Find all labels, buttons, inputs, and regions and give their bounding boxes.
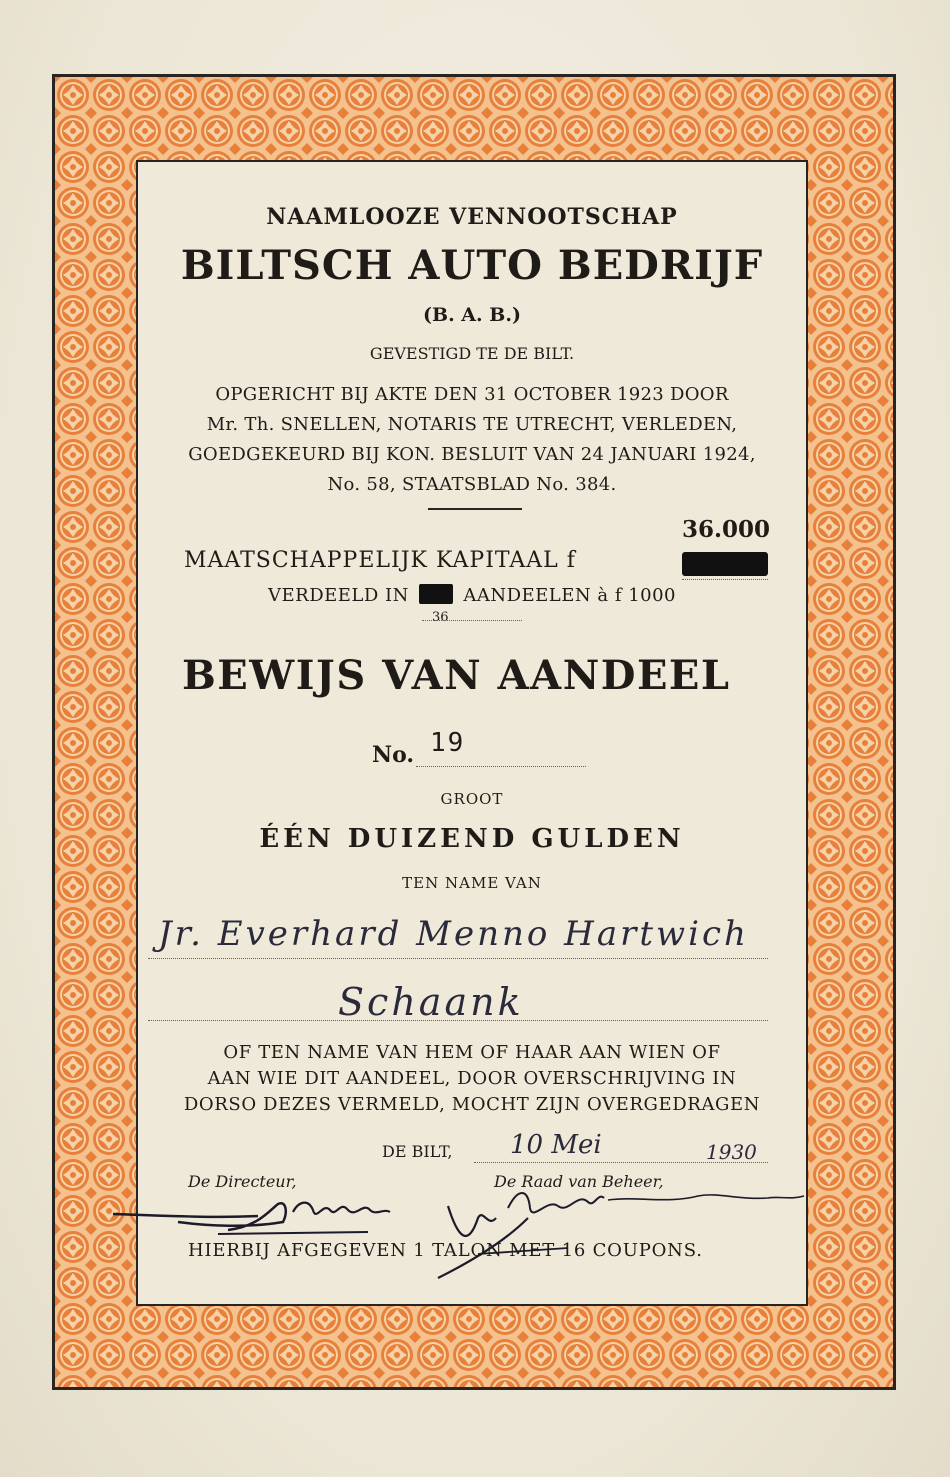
division-suffix: AANDEELEN à f 1000 [463, 585, 677, 606]
share-count-line [422, 620, 522, 621]
company-name: BILTSCH AUTO BEDRIJF [180, 242, 764, 289]
certificate-number: 19 [430, 728, 466, 758]
company-seat: GEVESTIGD TE DE BILT. [369, 344, 575, 363]
transfer-clause: AAN WIE DIT AANDEEL, DOOR OVERSCHRIJVING IN [207, 1068, 737, 1089]
capital-label: MAATSCHAPPELIJK KAPITAAL f [184, 548, 576, 573]
certificate-no-label: No. [372, 742, 415, 768]
holder-name-line1: Jr. Everhard Menno Hartwich [158, 914, 749, 954]
text-panel [136, 160, 808, 1306]
transfer-clause: DORSO DEZES VERMELD, MOCHT ZIJN OVERGEDRAGEN [183, 1094, 761, 1115]
capital-amount: 36.000 [682, 516, 771, 543]
redaction-mark [682, 552, 768, 576]
share-count: 36 [432, 610, 449, 625]
divider [428, 508, 522, 510]
incorporation-line: No. 58, STAATSBLAD No. 384. [327, 474, 617, 495]
number-line [416, 766, 586, 767]
division-line [268, 584, 676, 606]
groot-label: GROOT [440, 790, 504, 808]
board-signature [418, 1178, 808, 1288]
director-label: De Directeur, [188, 1172, 297, 1191]
transfer-clause: OF TEN NAME VAN HEM OF HAAR AAN WIEN OF [223, 1042, 721, 1063]
division-prefix: VERDEELD IN [268, 585, 409, 606]
company-abbrev: (B. A. B.) [423, 304, 521, 326]
talon-coupons-note: HIERBIJ AFGEGEVEN 1 TALON MET 16 COUPONS. [188, 1240, 703, 1261]
date-day: 10 Mei [510, 1130, 602, 1160]
redaction-mark [419, 584, 453, 604]
incorporation-line: GOEDGEKEURD BIJ KON. BESLUIT VAN 24 JANUARI 1924, [188, 444, 756, 465]
incorporation-line: Mr. Th. SNELLEN, NOTARIS TE UTRECHT, VERLEDEN, [206, 414, 738, 435]
incorporation-line: OPGERICHT BIJ AKTE DEN 31 OCTOBER 1923 DOOR [215, 384, 729, 405]
holder-line [148, 1020, 768, 1021]
place-label: DE BILT, [382, 1142, 453, 1161]
date-line [474, 1162, 768, 1163]
company-type: NAAMLOOZE VENNOOTSCHAP [266, 204, 678, 230]
holder-line [148, 958, 768, 959]
board-label: De Raad van Beheer, [494, 1172, 664, 1191]
amount-in-words: ÉÉN DUIZEND GULDEN [259, 824, 685, 854]
ten-name-van-label: TEN NAME VAN [402, 874, 542, 892]
director-signature [108, 1192, 408, 1242]
certificate-title: BEWIJS VAN AANDEEL [182, 652, 731, 699]
holder-name-line2: Schaank [338, 980, 524, 1024]
amount-line [682, 579, 768, 580]
date-year: 1930 [706, 1140, 757, 1164]
